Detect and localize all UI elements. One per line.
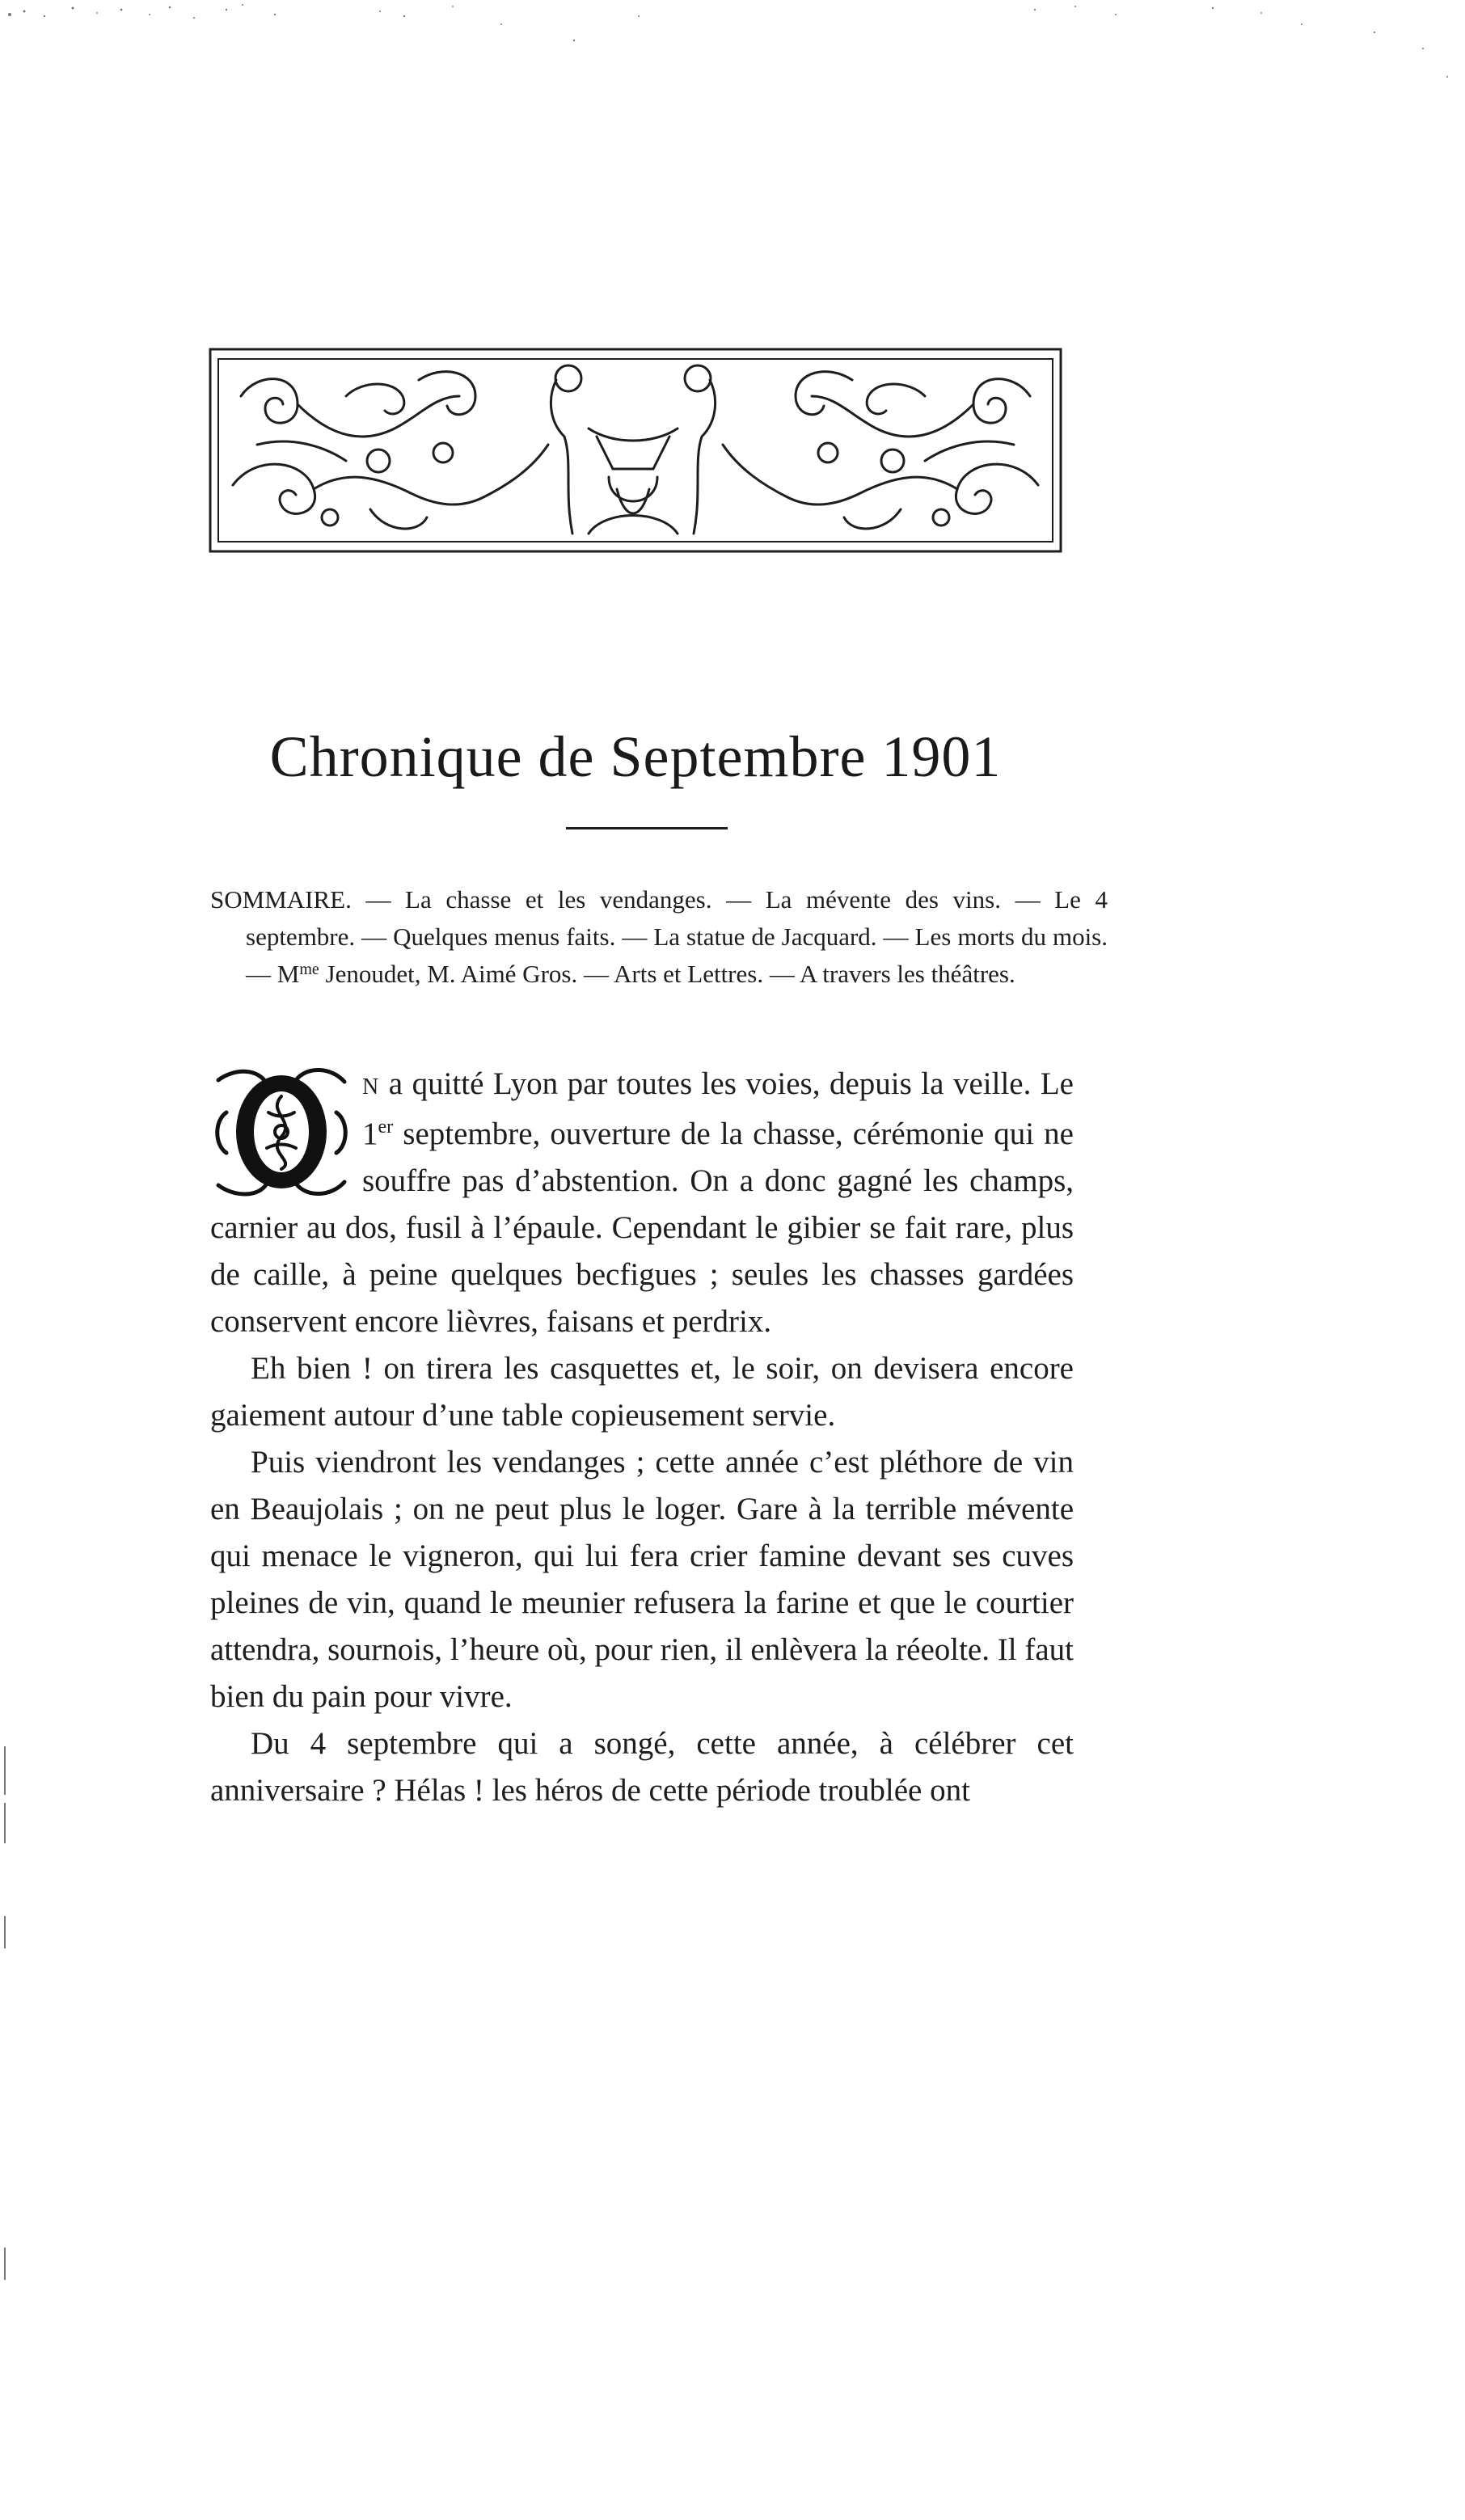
paragraph-1-text-b: septembre, ouverture de la chasse, cérémonie qui ne souffre pas d’abstention. On a donc gagné les champs, carnier au dos, fusil à l’épaule. Cependant le gibier se fait rare, plus de caille, à peine quelques becfigues ; seules les chasses gardées conservent encore lièvres, faisans et perdrix. [210,1116,1074,1339]
scan-speckle [0,0,1465,97]
summary-paragraph [210,881,1108,993]
paragraph-3: Puis viendront les vendanges ; cette année c’est pléthore de vin en Beaujolais ; on ne peut plus le loger. Gare à la terrible mévente qui menace le vigneron, qui lui fera crier famine devant ses cuves pleines de vin, quand le meunier refusera la farine et que le courtier attendra, sournois, l’heure où, pour rien, il enlèvera la réeolte. Il faut bien du pain pour vivre. [210,1445,1074,1714]
paragraph-1 [210,1061,1074,1345]
paragraph-1-text-a: a quitté Lyon par toutes les voies, depuis la veille. Le 1 [362,1066,1074,1151]
page-title: Chronique de Septembre 1901 [269,724,1002,789]
title-rule [566,827,728,830]
paragraph-4: Du 4 septembre qui a songé, cette année, à célébrer cet anniversaire ? Hélas ! les héros de cette période troublée ont [210,1726,1074,1808]
summary-text-part2: Jenoudet, M. Aimé Gros. — Arts et Lettres. — A travers les théâtres. [319,960,1015,988]
scan-edge-marks [0,1698,16,2345]
ornamental-headpiece-icon [209,348,1062,553]
summary-label: SOMMAIRE. [210,885,352,914]
decorated-initial-o-icon [210,1064,353,1200]
summary-mme-superscript: me [299,960,319,978]
paragraph-2: Eh bien ! on tirera les casquettes et, le soir, on devisera encore gaiement autour d’une table copieusement servie. [210,1351,1074,1433]
paragraph-1-superscript: er [378,1116,394,1138]
summary-text-part1: — La chasse et les vendanges. — La mévente des vins. — Le 4 septembre. — Quelques menus faits. — La statue de Jacquard. — Les morts du mois. — M [246,885,1108,988]
first-word-caps: N [362,1074,380,1100]
chronicle-body [210,1061,1074,1814]
